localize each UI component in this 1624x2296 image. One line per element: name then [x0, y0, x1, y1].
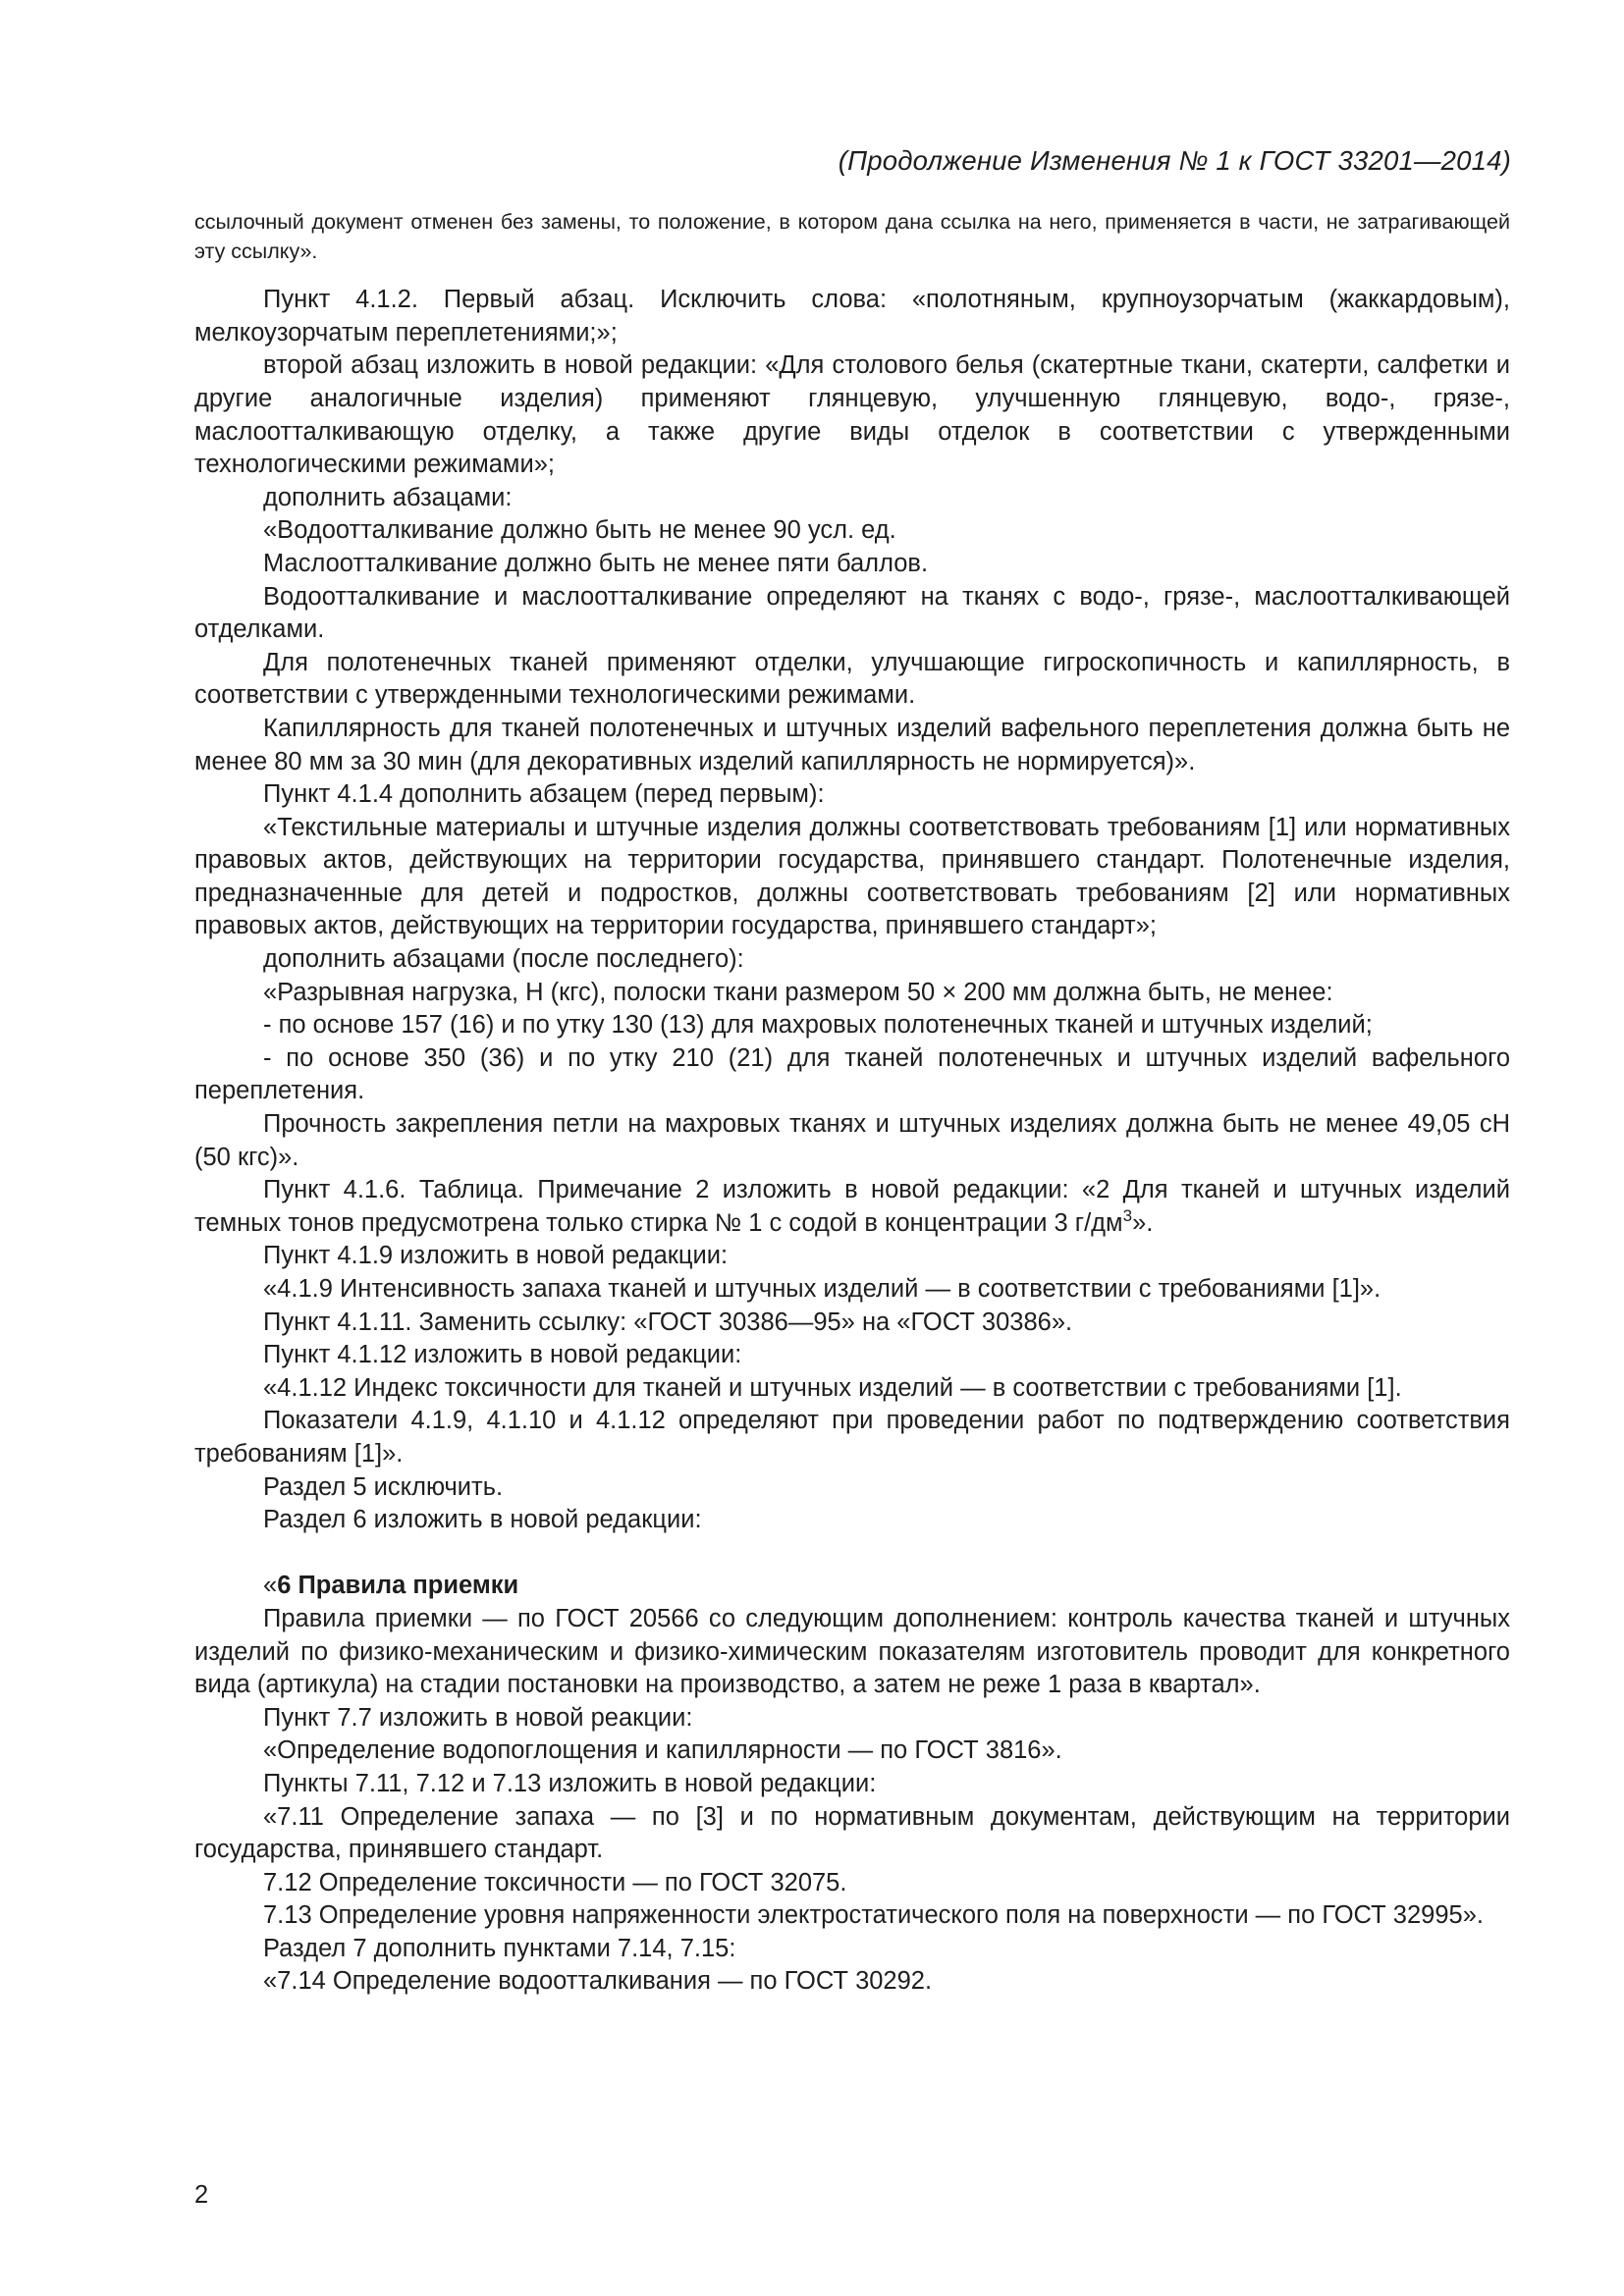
paragraph: Маслоотталкивание должно быть не менее пяти баллов. — [263, 549, 929, 577]
paragraph: «7.11 Определение запаха — по [3] и по нормативным документам, действующим на территории государства, принявшего стандарт. — [194, 1802, 1510, 1864]
paragraph: Пункт 4.1.4 дополнить абзацем (перед первым): — [263, 780, 825, 809]
paragraph: «Водоотталкивание должно быть не менее 90 усл. ед. — [263, 516, 896, 545]
paragraph: «Определение водопоглощения и капиллярности — по ГОСТ 3816». — [263, 1736, 1062, 1765]
intro-paragraph: ссылочный документ отменен без замены, то положение, в котором дана ссылка на него, применяется в части, не затрагивающей эту ссылку». — [194, 210, 1510, 263]
paragraph: - по основе 157 (16) и по утку 130 (13) для махровых полотенечных тканей и штучных изделий; — [263, 1011, 1373, 1040]
paragraph: Водоотталкивание и маслоотталкивание определяют на тканях с водо-, грязе-, маслоотталкивающей отделками. — [194, 582, 1510, 644]
paragraph: Капиллярность для тканей полотенечных и штучных изделий вафельного переплетения должна быть не менее 80 мм за 30 мин (для декоративных изделий капиллярность не нормируется)». — [194, 714, 1510, 775]
paragraph: Раздел 6 изложить в новой редакции: — [263, 1506, 702, 1534]
paragraph: второй абзац изложить в новой редакции: «Для столового белья (скатертные ткани, скатерти, салфетки и другие аналогичные изделия) применяют глянцевую, улучшенную глянцевую, водо-, грязе-, маслоотталкивающую отделку, а также другие виды отделок в соответствии с утвержденными технологическими режимами»; — [194, 351, 1510, 479]
paragraph: Раздел 5 исключить. — [263, 1472, 504, 1501]
paragraph-text-end: ». — [1132, 1208, 1154, 1237]
paragraph: Прочность закрепления петли на махровых тканях и штучных изделиях должна быть не менее 49,05 сН (50 кгс)». — [194, 1110, 1510, 1171]
paragraph: Пункт 4.1.12 изложить в новой редакции: — [263, 1341, 742, 1369]
open-quote: « — [263, 1572, 278, 1600]
paragraph: «7.14 Определение водоотталкивания — по ГОСТ 30292. — [263, 1967, 933, 1996]
paragraph: «4.1.12 Индекс токсичности для тканей и штучных изделий — в соответствии с требованиями [1]. — [263, 1373, 1402, 1402]
section-title: 6 Правила приемки — [277, 1572, 519, 1600]
paragraph: Пункт 4.1.9 изложить в новой редакции: — [263, 1242, 729, 1270]
paragraph: Раздел 7 дополнить пунктами 7.14, 7.15: — [263, 1934, 736, 1962]
paragraph-4-1-6 — [194, 1174, 1510, 1240]
paragraph: Показатели 4.1.9, 4.1.10 и 4.1.12 определяют при проведении работ по подтверждению соответствия требованиям [1]». — [194, 1407, 1510, 1468]
section-heading — [194, 1570, 1510, 1603]
document-body — [194, 208, 1510, 1999]
paragraph: «Разрывная нагрузка, Н (кгс), полоски ткани размером 50 × 200 мм должна быть, не менее: — [263, 978, 1333, 1006]
paragraph: Пункт 4.1.11. Заменить ссылку: «ГОСТ 30386—95» на «ГОСТ 30386». — [263, 1308, 1073, 1336]
paragraph: 7.13 Определение уровня напряженности электростатического поля на поверхности — по ГОСТ 32995». — [263, 1901, 1484, 1930]
paragraph: Для полотенечных тканей применяют отделки, улучшающие гигроскопичность и капиллярность, в соответствии с утвержденными технологическими режимами. — [194, 648, 1510, 710]
paragraph: «Текстильные материалы и штучные изделия должны соответствовать требованиям [1] или нормативных правовых актов, действующих на территории государства, принявшего стандарт. Полотенечные изделия, предназначенные для детей и подростков, должны соответствовать требованиям [2] или нормативных правовых актов, действующих на территории государства, принявшего стандарт»; — [194, 813, 1510, 940]
paragraph: - по основе 350 (36) и по утку 210 (21) для тканей полотенечных и штучных изделий вафельного переплетения. — [194, 1043, 1510, 1105]
paragraph: Пункты 7.11, 7.12 и 7.13 изложить в новой редакции: — [263, 1769, 877, 1797]
paragraph: Пункт 4.1.2. Первый абзац. Исключить слова: «полотняным, крупноузорчатым (жаккардовым), мелкоузорчатым переплетениями;»; — [194, 286, 1510, 347]
blank-line — [194, 1537, 1510, 1571]
paragraph: «4.1.9 Интенсивность запаха тканей и штучных изделий — в соответствии с требованиями [1]». — [263, 1275, 1381, 1303]
paragraph: дополнить абзацами (после последнего): — [263, 945, 744, 974]
paragraph: 7.12 Определение токсичности — по ГОСТ 32075. — [263, 1868, 847, 1896]
superscript: 3 — [1122, 1205, 1133, 1225]
paragraph: Пункт 7.7 изложить в новой реакции: — [263, 1703, 693, 1732]
running-header: (Продолжение Изменения № 1 к ГОСТ 33201—2014) — [838, 145, 1511, 176]
paragraph-text: Пункт 4.1.6. Таблица. Примечание 2 изложить в новой редакции: «2 Для тканей и штучных изделий темных тонов предусмотрена только стирка № 1 с содой в концентрации 3 г/дм — [194, 1176, 1510, 1237]
page-number: 2 — [194, 2181, 209, 2209]
paragraph: дополнить абзацами: — [263, 483, 513, 511]
paragraph: Правила приемки — по ГОСТ 20566 со следующим дополнением: контроль качества тканей и штучных изделий по физико-механическим и физико-химическим показателям изготовитель проводит для конкретного вида (артикула) на стадии постановки на производство, а затем не реже 1 раза в квартал». — [194, 1604, 1510, 1699]
